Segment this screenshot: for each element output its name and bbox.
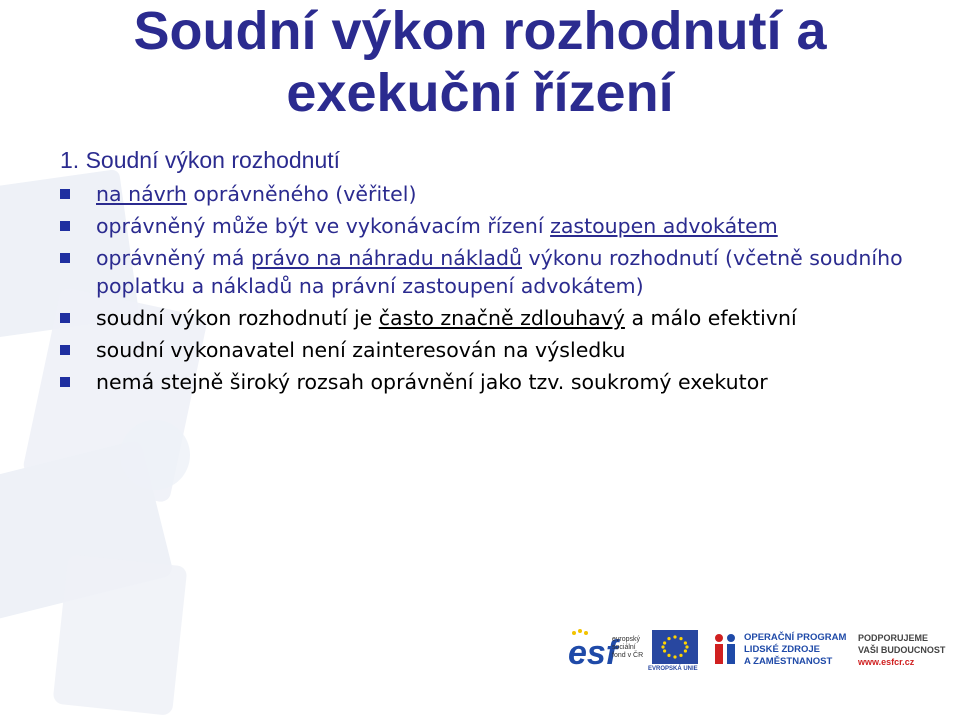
- esf-caption-line: fond v ČR: [612, 652, 644, 659]
- funding-logos: [568, 628, 958, 678]
- bullet-text: oprávněného (věřitel): [186, 182, 417, 206]
- background-puzzle-shape: [120, 420, 190, 490]
- square-bullet-icon: [60, 345, 70, 355]
- bullet-text: a málo efektivní: [624, 306, 797, 330]
- section-heading: 1. Soudní výkon rozhodnutí: [60, 147, 341, 173]
- slide-title: [0, 0, 960, 124]
- esf-logo: [568, 628, 646, 674]
- bullet-text: výkonu rozhodnutí (včetně soudního poplatku a nákladů na právní zastoupení advokátem): [96, 246, 903, 298]
- esf-caption: [612, 636, 643, 660]
- square-bullet-icon: [60, 189, 70, 199]
- support-line: VAŠI BUDOUCNOST: [858, 645, 946, 655]
- eu-flag-logo: [652, 630, 698, 664]
- bullet-item: [60, 212, 930, 240]
- square-bullet-icon: [60, 313, 70, 323]
- underlined-text: na návrh: [96, 182, 187, 206]
- op-lzz-text: [744, 632, 846, 668]
- op-line: A ZAMĚSTNANOST: [744, 656, 833, 667]
- slide-title-line-2: exekuční řízení: [286, 63, 674, 123]
- op-line: OPERAČNÍ PROGRAM: [744, 632, 847, 643]
- underlined-text: často značně zdlouhavý: [378, 306, 625, 330]
- square-bullet-icon: [60, 377, 70, 387]
- people-figure-icon: [710, 632, 740, 668]
- bullet-text: oprávněný má: [96, 246, 251, 270]
- support-line: PODPORUJEME: [858, 633, 929, 643]
- bullet-item: [60, 244, 930, 300]
- eu-stars-icon: [652, 630, 698, 664]
- bullet-text: oprávněný může být ve vykonávacím řízení: [96, 214, 551, 238]
- underlined-text: zastoupen advokátem: [550, 214, 778, 238]
- eu-label: EVROPSKÁ UNIE: [648, 666, 698, 672]
- bullet-item: [60, 336, 930, 364]
- esf-mark: esf: [568, 634, 618, 672]
- bullet-text: soudní výkon rozhodnutí je: [96, 306, 379, 330]
- bullet-text: nemá stejně široký rozsah oprávnění jako tzv. soukromý exekutor: [96, 370, 768, 394]
- underlined-text: právo na náhradu nákladů: [250, 246, 522, 270]
- square-bullet-icon: [60, 221, 70, 231]
- esf-caption-line: evropský: [612, 636, 641, 643]
- bullet-item: [60, 368, 930, 396]
- slide-title-line-1: Soudní výkon rozhodnutí a: [133, 1, 827, 61]
- bullet-text: soudní vykonavatel není zainteresován na výsledku: [96, 338, 626, 362]
- op-line: LIDSKÉ ZDROJE: [744, 644, 821, 655]
- background-puzzle-shape: [52, 554, 187, 716]
- esf-caption-line: sociální: [612, 644, 636, 651]
- square-bullet-icon: [60, 253, 70, 263]
- bullet-list: [60, 180, 930, 400]
- support-web: www.esfcr.cz: [858, 657, 915, 667]
- op-lzz-logo: [710, 630, 850, 674]
- bullet-item: [60, 180, 930, 208]
- bullet-item: [60, 304, 930, 332]
- support-logo: [858, 632, 945, 668]
